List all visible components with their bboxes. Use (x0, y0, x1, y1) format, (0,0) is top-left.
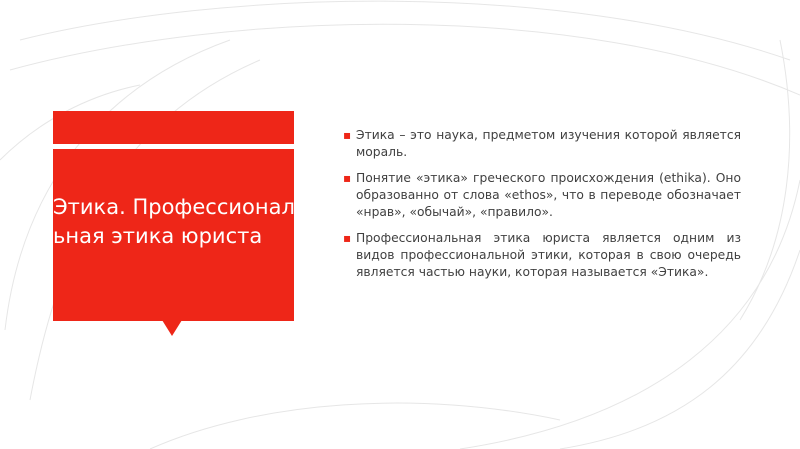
bullet-list (343, 127, 741, 290)
bullet-marker-icon: ▪ (343, 171, 352, 185)
bullet-text: Понятие «этика» греческого происхождения (ethika). Оно образованно от слова «ethos», что в переводе обозначает «нрав», «обычай», «правило». (356, 171, 741, 219)
bullet-text: Профессиональная этика юриста является одним из видов профессиональной этики, которая в свою очередь является частью науки, которая называется «Этика». (356, 231, 741, 279)
title-pointer-triangle (162, 320, 182, 336)
bullet-marker-icon: ▪ (343, 231, 352, 245)
title-accent-bar (53, 111, 294, 144)
slide-title: Этика. Профессиональная этика юриста (53, 195, 295, 248)
bullet-item (343, 127, 741, 161)
bullet-marker-icon: ▪ (343, 128, 352, 142)
bullet-item (343, 170, 741, 221)
bullet-item (343, 230, 741, 281)
bullet-text: Этика – это наука, предметом изучения которой является мораль. (356, 128, 741, 159)
